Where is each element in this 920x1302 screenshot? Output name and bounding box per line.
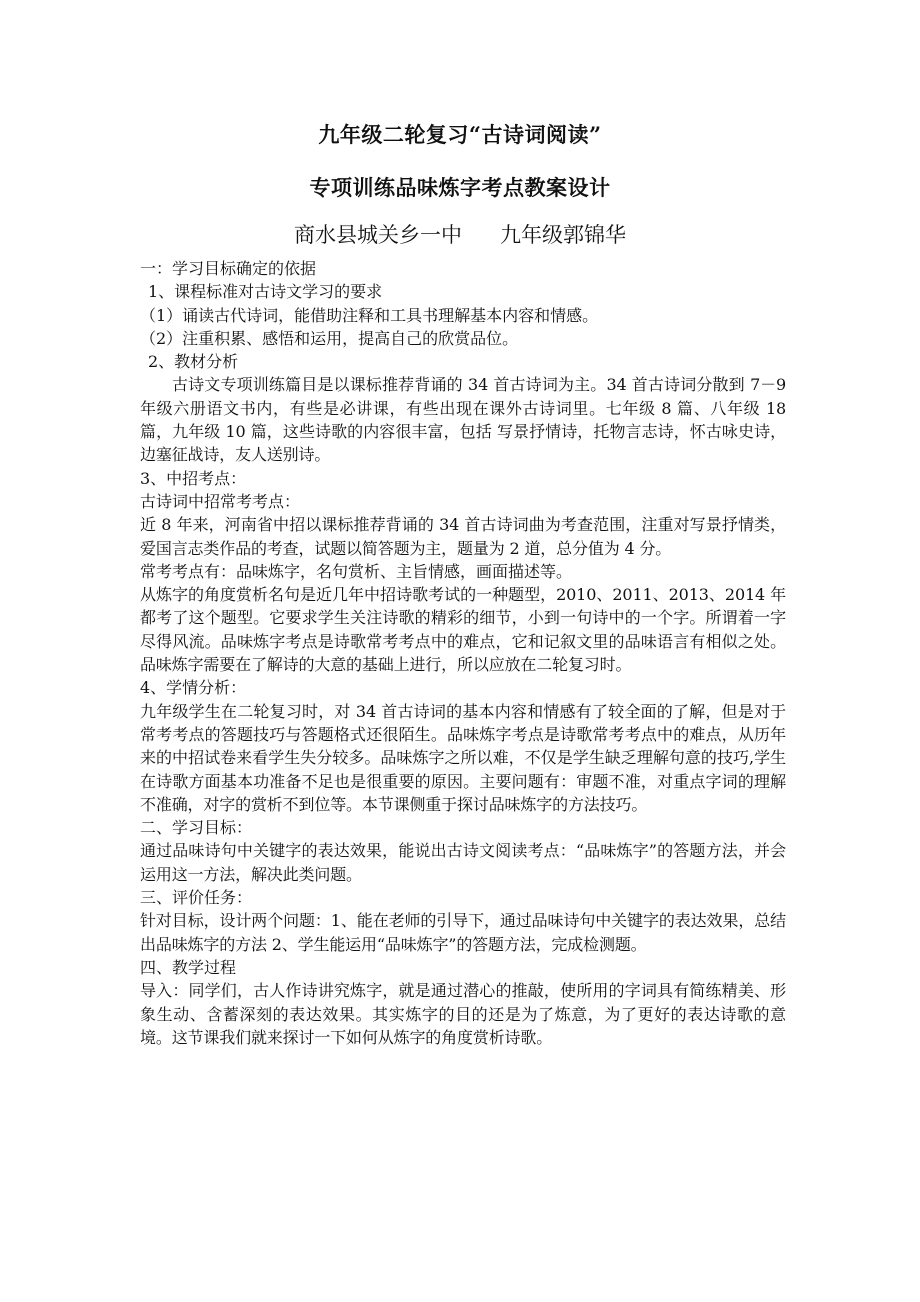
paragraph: 通过品味诗句中关键字的表达效果，能说出古诗文阅读考点：“品味炼字”的答题方法，并会运用这一方法，解决此类问题。 [140, 841, 786, 884]
section-heading: 一：学习目标确定的依据 [140, 259, 317, 278]
subsection-heading: 4、学情分析： [140, 678, 247, 698]
paragraph: 针对目标，设计两个问题：1、能在老师的引导下，通过品味诗句中关键字的表达效果，总结出品味炼字的方法 2、学生能运用“品味炼字”的答题方法，完成检测题。 [140, 911, 786, 954]
subsection-heading: 1、课程标准对古诗文学习的要求 [148, 282, 383, 302]
paragraph: 从炼字的角度赏析名句是近几年中招诗歌考试的一种题型，2010、2011、2013、2014 年都考了这个题型。它要求学生关注诗歌的精彩的细节，小到一句诗中的一个字。所谓着一字尽得风流。品味炼字考点是诗歌常考考点中的难点，它和记叙文里的品味语言有相似之处。品味炼字需要在了解诗的大意的基础上进行，所以应放在二轮复习时。 [140, 585, 786, 675]
paragraph: 近 8 年来，河南省中招以课标推荐背诵的 34 首古诗词曲为考查范围，注重对写景抒情类，爱国言志类作品的考查，试题以简答题为主，题量为 2 道，总分值为 4 分。 [140, 515, 786, 558]
subsection-heading: 2、教材分析 [148, 352, 239, 372]
document-title: 九年级二轮复习“古诗词阅读” [318, 122, 602, 147]
paragraph: 古诗文专项训练篇目是以课标推荐背诵的 34 首古诗词为主。34 首古诗词分散到 7－9 年级六册语文书内，有些是必讲课，有些出现在课外古诗词里。七年级 8 篇、八年级 18 篇，九年级 10 篇，这些诗歌的内容很丰富，包括 写景抒情诗，托物言志诗，怀古咏史诗，边塞征战诗，友人送别诗。 [140, 375, 786, 465]
subsection-heading: 3、中招考点： [140, 468, 247, 488]
author-line [0, 219, 920, 249]
author-school: 商水县城关乡一中 [294, 223, 462, 247]
list-item: （1）诵读古代诗词，能借助注释和工具书理解基本内容和情感。 [140, 305, 599, 325]
paragraph: 导入：同学们，古人作诗讲究炼字，就是通过潜心的推敲，使所用的字词具有简练精美、形象生动、含蓄深刻的表达效果。其实炼字的目的还是为了炼意，为了更好的表达诗歌的意境。这节课我们就来探讨一下如何从炼字的角度赏析诗歌。 [140, 981, 786, 1047]
section-heading: 四、教学过程 [140, 957, 237, 977]
section-heading: 三、评价任务： [140, 888, 253, 908]
paragraph: 常考考点有：品味炼字，名句赏析、主旨情感，画面描述等。 [140, 561, 573, 581]
document-subtitle: 专项训练品味炼字考点教案设计 [309, 175, 611, 200]
document-body [140, 257, 786, 1049]
paragraph: 九年级学生在二轮复习时，对 34 首古诗词的基本内容和情感有了较全面的了解，但是对于常考考点的答题技巧与答题格式还很陌生。品味炼字考点是诗歌常考考点中的难点，从历年来的中招试卷来看学生失分较多。品味炼字之所以难，不仅是学生缺乏理解句意的技巧,学生在诗歌方面基本功准备不足也是很重要的原因。主要问题有：审题不准，对重点字词的理解不准确，对字的赏析不到位等。本节课侧重于探讨品味炼字的方法技巧。 [140, 701, 786, 814]
list-item: （2）注重积累、感悟和运用，提高自己的欣赏品位。 [140, 328, 519, 348]
paragraph: 古诗词中招常考考点： [140, 491, 301, 511]
section-heading: 二、学习目标： [140, 818, 253, 838]
author-name: 九年级郭锦华 [500, 223, 626, 247]
